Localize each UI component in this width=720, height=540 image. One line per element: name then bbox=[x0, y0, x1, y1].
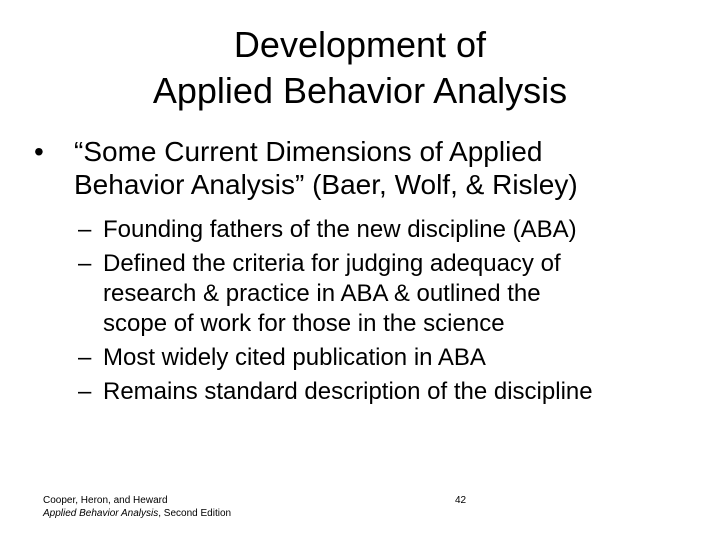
bullet-line-1: “Some Current Dimensions of Applied bbox=[74, 136, 543, 167]
slide-title bbox=[0, 22, 720, 114]
subbullet-text bbox=[103, 377, 708, 407]
subbullet-list bbox=[78, 215, 708, 411]
dash-marker: – bbox=[78, 378, 92, 405]
footer-authors: Cooper, Heron, and Heward bbox=[43, 495, 168, 506]
subbullet-line: Founding fathers of the new discipline (ABA) bbox=[103, 216, 577, 243]
bullet-list bbox=[30, 135, 700, 201]
subbullet-text bbox=[103, 215, 708, 245]
footer-edition: , Second Edition bbox=[158, 508, 232, 519]
subbullet-item bbox=[78, 215, 708, 245]
footer-citation bbox=[43, 494, 231, 520]
subbullet-line: Defined the criteria for judging adequacy of bbox=[103, 250, 561, 277]
bullet-item bbox=[30, 135, 700, 201]
bullet-marker: • bbox=[34, 136, 44, 167]
page-number: 42 bbox=[455, 495, 467, 506]
dash-marker: – bbox=[78, 344, 92, 371]
bullet-text bbox=[74, 135, 700, 201]
subbullet-item bbox=[78, 377, 708, 407]
subbullet-line: scope of work for those in the science bbox=[103, 310, 505, 337]
subbullet-item bbox=[78, 343, 708, 373]
subbullet-text bbox=[103, 343, 708, 373]
footer-book bbox=[43, 507, 231, 520]
dash-marker: – bbox=[78, 250, 92, 277]
title-line-1: Development of bbox=[233, 24, 487, 65]
subbullet-line: research & practice in ABA & outlined the bbox=[103, 280, 541, 307]
subbullet-text bbox=[103, 249, 708, 339]
footer-book-title: Applied Behavior Analysis bbox=[43, 508, 159, 519]
subbullet-line: Most widely cited publication in ABA bbox=[103, 344, 486, 371]
subbullet-item bbox=[78, 249, 708, 339]
dash-marker: – bbox=[78, 216, 92, 243]
subbullet-line: Remains standard description of the discipline bbox=[103, 378, 593, 405]
bullet-line-2: Behavior Analysis” (Baer, Wolf, & Risley) bbox=[74, 169, 578, 200]
title-line-2: Applied Behavior Analysis bbox=[152, 70, 568, 111]
